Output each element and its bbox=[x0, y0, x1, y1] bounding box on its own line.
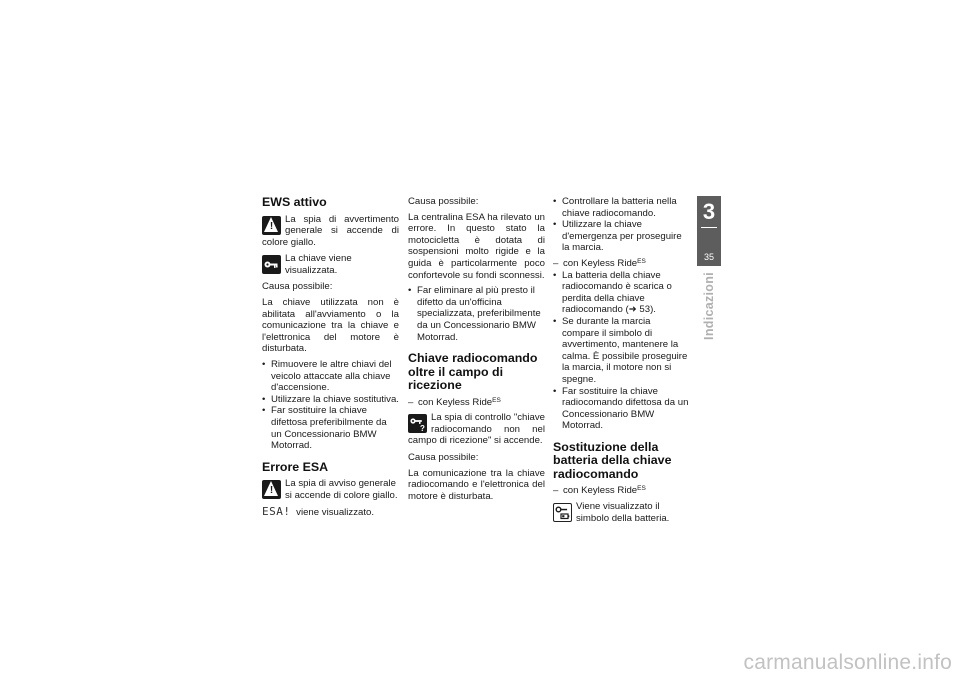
esa-warning-para: ! La spia di avviso generale si accende di colore giallo. bbox=[262, 478, 399, 501]
battery-keyless: – con Keyless Ride$^{ES}$ bbox=[553, 485, 690, 497]
ews-key-para: La chiave viene visualizzata. bbox=[262, 253, 399, 276]
list-item: • Far eliminare al più presto il difetto da un'officina specializzata, preferibilmente da un Concessionario BMW Motorrad. bbox=[408, 285, 545, 343]
esa-display-para: ESA! viene visualizzato. bbox=[262, 505, 375, 519]
list-item: • La batteria della chiave radiocomando è scarica o perdita della chiave radiocomando (➜ 53). bbox=[553, 270, 690, 316]
radio-icon-para: ? La spia di controllo "chiave radiocomando non nel campo di ricezione" si accende. bbox=[408, 412, 545, 447]
warning-triangle-icon: ! bbox=[262, 216, 281, 235]
ews-heading: EWS attivo bbox=[262, 195, 327, 209]
esa-cause-label: Causa possibile: bbox=[408, 196, 479, 207]
list-item: • Se durante la marcia compare il simbolo di avvertimento, mantenere la calma. È possibile proseguire la marcia, il motore non si spegne. bbox=[553, 316, 690, 386]
esa-display-code: ESA! bbox=[262, 505, 291, 519]
chapter-tab bbox=[697, 196, 721, 266]
battery-heading: Sostituzione della batteria della chiave radiocomando bbox=[553, 439, 672, 481]
warning-triangle-icon: ! bbox=[262, 480, 281, 499]
watermark: carmanualsonline.info bbox=[743, 651, 952, 674]
page-reference[interactable]: 53 bbox=[639, 304, 651, 316]
radio-cause-label: Causa possibile: bbox=[408, 452, 479, 463]
column-1 bbox=[262, 196, 399, 523]
page-number: 35 bbox=[703, 252, 714, 262]
key-out-of-range-icon bbox=[408, 414, 427, 433]
keyless-ride-note: – con Keyless Ride$^{ES}$ bbox=[553, 258, 690, 270]
battery-icon-para: Viene visualizzato il simbolo della batteria. bbox=[553, 501, 690, 524]
radio-heading: Chiave radiocomando oltre il campo di ricezione bbox=[408, 351, 538, 393]
svg-text:?: ? bbox=[420, 424, 425, 434]
column-2 bbox=[408, 196, 545, 506]
chapter-divider bbox=[701, 227, 717, 228]
list-item: • Utilizzare la chiave sostitutiva. bbox=[262, 394, 399, 406]
list-item: • Far sostituire la chiave difettosa preferibilmente da un Concessionario BMW Motorrad. bbox=[262, 405, 399, 451]
section-label: Indicazioni bbox=[702, 272, 716, 340]
list-item: • Far sostituire la chiave radiocomando difettosa da un Concessionario BMW Motorrad. bbox=[553, 386, 690, 432]
radio-bullet-list-2 bbox=[553, 270, 690, 432]
chapter-number: 3 bbox=[702, 199, 716, 224]
esa-heading: Errore ESA bbox=[262, 459, 329, 474]
esa-bullet-list bbox=[408, 285, 545, 343]
ews-cause-text: La chiave utilizzata non è abilitata all'avviamento o la comunicazione tra la chiave e l'elettronica del motore è disturbata. bbox=[262, 297, 399, 355]
radio-cause-text: La comunicazione tra la chiave radiocomando e l'elettronica del motore è disturbata. bbox=[408, 467, 545, 502]
list-item: • Rimuovere le altre chiavi del veicolo attaccate alla chiave d'accensione. bbox=[262, 359, 399, 394]
ews-warning-para: ! La spia di avvertimento generale si accende di colore giallo. bbox=[262, 213, 399, 248]
ews-bullet-list bbox=[262, 359, 399, 452]
list-item: • Utilizzare la chiave d'emergenza per proseguire la marcia. bbox=[553, 219, 690, 254]
list-item: • Controllare la batteria nella chiave radiocomando. bbox=[553, 196, 690, 219]
ews-cause-label: Causa possibile: bbox=[262, 281, 333, 293]
radio-bullet-list-1 bbox=[553, 196, 690, 254]
arrow-right-icon: ➜ bbox=[628, 304, 637, 316]
radio-keyless: – con Keyless Ride$^{ES}$ bbox=[408, 397, 545, 409]
key-battery-icon bbox=[553, 503, 572, 522]
column-3 bbox=[553, 196, 690, 529]
esa-cause-text: La centralina ESA ha rilevato un errore. In questo stato la motocicletta è dotata di sospensioni molto rigide e la guida è particolarmente poco confortevole su fondi sconnessi. bbox=[408, 211, 545, 281]
key-icon bbox=[262, 255, 281, 274]
